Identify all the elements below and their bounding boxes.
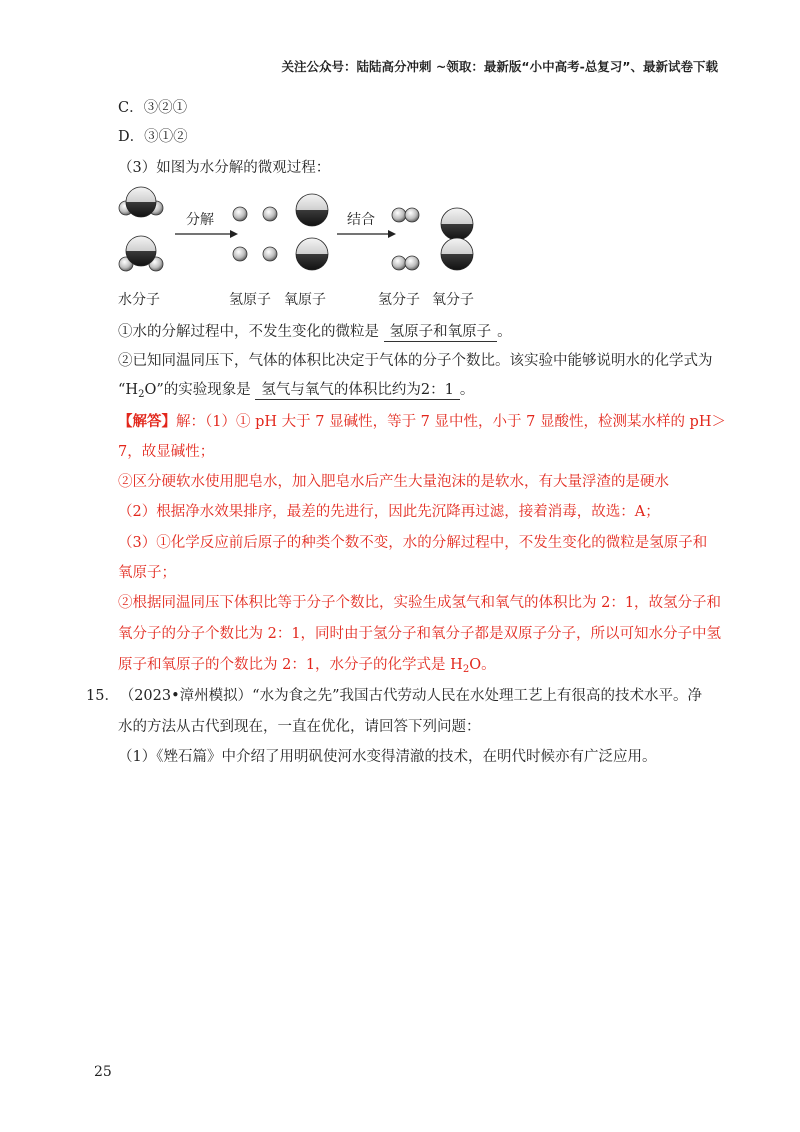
answer-blank: 氢气与氧气的体积比约为2：1 bbox=[255, 381, 459, 400]
question-15-line-2: 水的方法从古代到现在，一直在优化，请回答下列问题： bbox=[118, 719, 481, 735]
question-15-line-1: 15． （2023•漳州模拟）“水为食之先”我国古代劳动人民在水处理工艺上有很高的技术水平。净 bbox=[86, 688, 702, 704]
q3-sub1: ①水的分解过程中，不发生变化的微粒是 氢原子和氧原子 。 bbox=[118, 324, 512, 340]
decompose-arrow-icon bbox=[175, 230, 238, 238]
arrow2-label: 结合 bbox=[347, 212, 375, 228]
water-molecule-icon bbox=[119, 187, 163, 217]
page-header: 关注公众号：陆陆高分冲刺 ~领取：最新版“小中高考-总复习”、最新试卷下载 bbox=[281, 59, 718, 74]
solution-line-3: ②区分硬软水使用肥皂水，加入肥皂水后产生大量泡沫的是软水，有大量浮渣的是硬水 bbox=[118, 474, 669, 490]
label-hydrogen-molecule: 氢分子 bbox=[378, 292, 420, 308]
solution-line-4: （2）根据净水效果排序，最差的先进行，因此先沉降再过滤，接着消毒，故选：A； bbox=[118, 504, 660, 520]
question-source: （2023•漳州模拟） bbox=[126, 688, 253, 704]
arrow1-label: 分解 bbox=[186, 212, 214, 228]
q3-intro: （3）如图为水分解的微观过程： bbox=[118, 160, 331, 176]
question-15-line-3: （1）《矬石篇》中介绍了用明矾使河水变得清澈的技术，在明代时候亦有广泛应用。 bbox=[118, 749, 657, 765]
oxygen-atom-icon bbox=[296, 194, 328, 270]
option-d: D．③①② bbox=[118, 129, 188, 145]
q3-sub2-line1: ②已知同温同压下，气体的体积比决定于气体的分子个数比。该实验中能够说明水的化学式为 bbox=[118, 353, 713, 369]
water-molecule-icon bbox=[119, 236, 163, 271]
label-oxygen-atom: 氧原子 bbox=[284, 292, 326, 308]
q3-sub2-line2: “$H_2O$”的实验现象是 氢气与氧气的体积比约为2：1 。 bbox=[118, 382, 475, 400]
label-oxygen-molecule: 氧分子 bbox=[432, 292, 474, 308]
option-c: C．③②① bbox=[118, 100, 188, 116]
solution-tag: 【解答】 bbox=[118, 413, 176, 430]
solution-line-5: （3）①化学反应前后原子的种类个数不变，水的分解过程中，不发生变化的微粒是氢原子和 bbox=[118, 535, 708, 551]
solution-line-1: 【解答】解：（1）① pH 大于 7 显碱性，等于 7 显中性，小于 7 显酸性，检测某水样的 pH＞ bbox=[118, 413, 726, 430]
water-decomposition-diagram bbox=[112, 186, 492, 311]
question-number: 15． bbox=[86, 688, 119, 704]
combine-arrow-icon bbox=[337, 230, 396, 238]
label-water-molecule: 水分子 bbox=[118, 292, 160, 308]
hydrogen-atom-icon bbox=[233, 207, 277, 261]
solution-line-6: 氧原子； bbox=[118, 565, 176, 581]
hydrogen-molecule-icon bbox=[392, 208, 419, 270]
solution-line-2: 7，故显碱性； bbox=[118, 444, 215, 460]
solution-line-8: 氧分子的分子个数比为 2：1，同时由于氢分子和氧分子都是双原子分子，所以可知水分子中氢 bbox=[118, 626, 722, 642]
solution-line-9: 原子和氧原子的个数比为 2：1，水分子的化学式是 $H_2O$。 bbox=[118, 657, 496, 675]
page-number: 25 bbox=[94, 1064, 112, 1080]
answer-blank: 氢原子和氧原子 bbox=[384, 323, 498, 342]
label-hydrogen-atom: 氢原子 bbox=[229, 292, 271, 308]
oxygen-molecule-icon bbox=[441, 208, 473, 270]
solution-line-7: ②根据同温同压下体积比等于分子个数比，实验生成氢气和氧气的体积比为 2：1，故氢分子和 bbox=[118, 595, 722, 611]
